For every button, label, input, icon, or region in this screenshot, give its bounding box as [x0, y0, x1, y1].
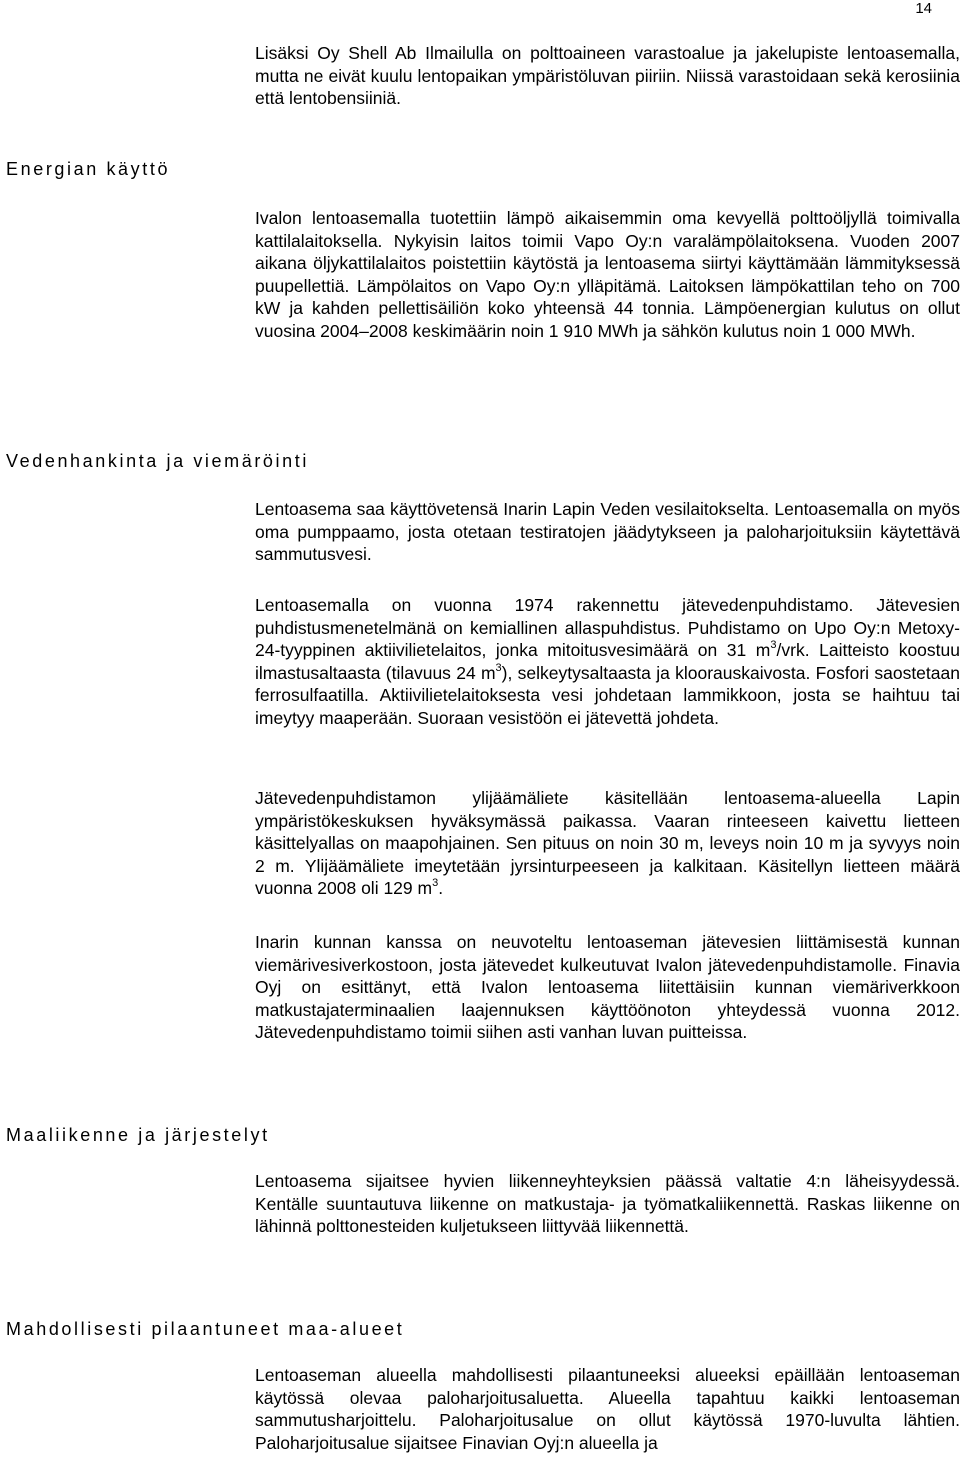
- pilaantuneet-paragraph: Lentoaseman alueella mahdollisesti pilaantuneeksi alueeksi epäillään lentoaseman käytössä olevaa paloharjoitusaluetta. Alueella tapahtuu kaikki lentoaseman sammutusharjoittelu. Paloharjoitusalue on ollut käytössä 1970-luvulta lähtien. Paloharjoitusalue sijaitsee Finavian Oyj:n alueella ja: [255, 1365, 960, 1453]
- intro-paragraph: Lisäksi Oy Shell Ab Ilmailulla on polttoaineen varastoalue ja jakelupiste lentoasemalla, mutta ne eivät kuulu lentopaikan ympäristöluvan piiriin. Niissä varastoidaan sekä kerosiinia että lentobensiiniä.: [255, 43, 960, 108]
- vesi-p2-text-b: /vrk. Laitteisto koostuu ilmastusaltaasta (tilavuus 24 m: [255, 640, 960, 683]
- superscript: 3: [770, 639, 777, 652]
- vesi-paragraph-4: Inarin kunnan kanssa on neuvoteltu lentoaseman jätevesien liittämisestä kunnan viemärivesiverkostoon, josta jätevedet kulkeutuvat Ivalon jätevedenpuhdistamolle. Finavia Oyj on esittänyt, että Ivalon lentoasema liitettäisiin kunnan viemäriverkkoon matkustajaterminaalien laajennuksen käyttöönoton yhteydessä vuonna 2012. Jätevedenpuhdistamo toimii siihen asti vanhan luvan puitteissa.: [255, 932, 960, 1042]
- superscript: 3: [495, 661, 502, 674]
- vesi-p3-text-a: Jätevedenpuhdistamon ylijäämäliete käsitellään lentoasema-alueella Lapin ympäristökeskuksen hyväksymässä paikassa. Vaaran rinteeseen kaivettu lietteen käsittelyallas on maapohjainen. Sen pituus on noin 30 m, leveys noin 10 m ja syvyys noin 2 m. Ylijäämäliete imeytetään jyrsinturpeeseen ja kalkitaan. Käsitellyn lietteen määrä vuonna 2008 oli 129 m: [255, 788, 960, 898]
- energia-paragraph: Ivalon lentoasemalla tuotettiin lämpö aikaisemmin oma kevyellä polttoöljyllä toimivalla kattilalaitoksella. Nykyisin laitos toimii Vapo Oy:n varalämpölaitoksena. Vuoden 2007 aikana öljykattilalaitos poistettiin käytöstä ja lentoasema siirtyi käyttämään lämmityksessä puupellettiä. Lämpölaitos on Vapo Oy:n ylläpitämä. Laitoksen lämpökattilan teho on 700 kW ja kahden pellettisäiliön koko yhteensä 44 tonnia. Lämpöenergian kulutus on ollut vuosina 2004–2008 keskimäärin noin 1 910 MWh ja sähkön kulutus noin 1 000 MWh.: [255, 208, 960, 341]
- liikenne-paragraph: Lentoasema sijaitsee hyvien liikenneyhteyksien päässä valtatie 4:n läheisyydessä. Kentälle suuntautuva liikenne on matkustaja- ja työmatkaliikennettä. Raskas liikenne on lähinnä polttonesteiden kuljetukseen liittyvää liikennettä.: [255, 1171, 960, 1236]
- vesi-paragraph-3: [255, 787, 960, 900]
- vesi-paragraph-2: [255, 594, 960, 729]
- page-number: 14: [915, 0, 932, 17]
- section-heading-vesi: Vedenhankinta ja viemäröinti: [6, 451, 309, 471]
- section-heading-energia: Energian käyttö: [6, 159, 171, 179]
- section-heading-liikenne: Maaliikenne ja järjestelyt: [6, 1125, 270, 1145]
- vesi-p2-text-a: Lentoasemalla on vuonna 1974 rakennettu jätevedenpuhdistamo. Jätevesien puhdistusmenetelmänä on kemiallinen allaspuhdistus. Puhdistamo on Upo Oy:n Metoxy-24-tyyppinen aktiivilietelaitos, jonka mitoitusvesimäärä on 31 m: [255, 595, 960, 660]
- vesi-p2-text-c: ), selkeytysaltaasta ja kloorauskaivosta. Fosfori saostetaan ferrosulfaatilla. Aktiivilietelaitoksesta vesi johdetaan lammikkoon, josta se haihtuu tai imeytyy maaperään. Suoraan vesistöön ei jätevettä johdeta.: [255, 662, 960, 728]
- vesi-p3-text-b: .: [438, 878, 444, 898]
- vesi-paragraph-1: Lentoasema saa käyttövetensä Inarin Lapin Veden vesilaitokselta. Lentoasemalla on myös oma pumppaamo, josta otetaan testiratojen jäädytykseen ja paloharjoituksiin käytettävä sammutusvesi.: [255, 499, 960, 564]
- section-heading-pilaantuneet: Mahdollisesti pilaantuneet maa-alueet: [6, 1319, 405, 1339]
- superscript: 3: [432, 877, 439, 890]
